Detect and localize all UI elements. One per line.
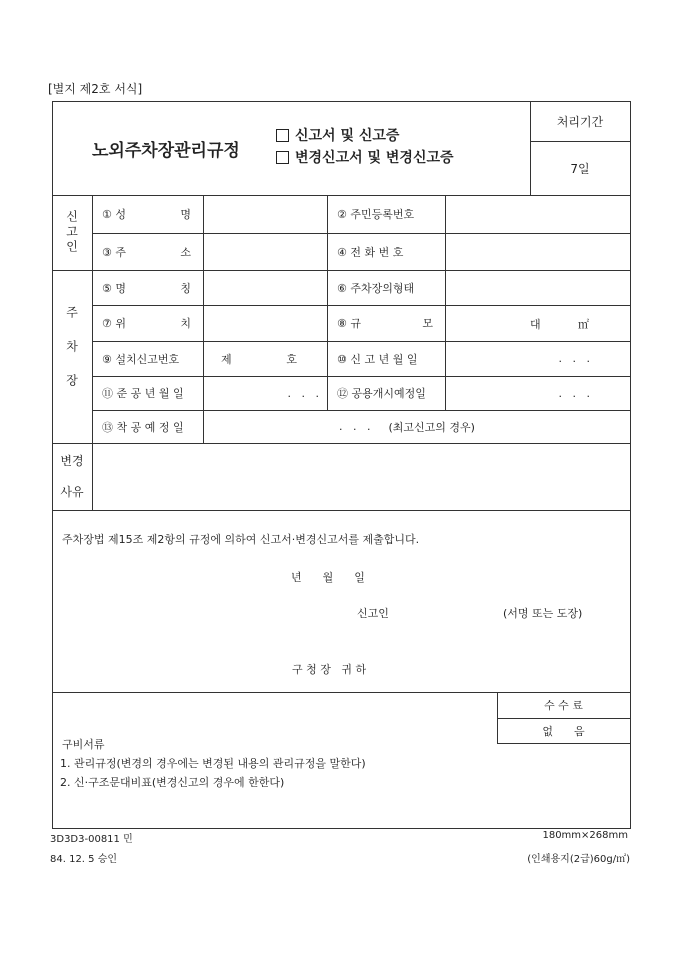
form-title: 노외주차장관리규정 [92, 141, 240, 161]
declaration-date: 년 월 일 [291, 571, 365, 584]
location-field[interactable] [204, 306, 326, 340]
signer-label: 신고인 [357, 607, 389, 620]
applicant-section-label: 신고인 [64, 210, 79, 255]
completion-date-label: ⑪ 준 공 년 월 일 [102, 387, 184, 400]
open-date-field[interactable]: . . . [558, 386, 590, 400]
unit-area: ㎡ [578, 318, 589, 331]
resident-no-label: ② 주민등록번호 [337, 208, 415, 221]
checkbox-icon[interactable] [276, 129, 289, 142]
parking-type-label: ⑥ 주차장의형태 [337, 281, 415, 295]
parking-name-field[interactable] [204, 271, 326, 304]
open-date-label: ⑫ 공용개시예정일 [337, 387, 426, 400]
unit-cars: 대 [530, 318, 541, 331]
option-change-report-label: 변경신고서 및 변경신고증 [295, 150, 454, 166]
form-number: 3D3D3-00811 민 [50, 834, 133, 845]
parking-type-field[interactable] [446, 271, 629, 304]
phone-field[interactable] [446, 234, 629, 269]
paper-size: 180mm×268mm [542, 830, 628, 841]
scale-field[interactable] [446, 305, 630, 341]
start-date-field[interactable] [203, 410, 630, 443]
addressee: 구 청 장 귀 하 [292, 663, 367, 676]
install-no-label: ⑨ 설치신고번호 [102, 352, 180, 366]
checkbox-icon[interactable] [276, 151, 289, 164]
address-label: ③ 주 소 [102, 245, 191, 259]
address-field[interactable] [204, 234, 326, 269]
name-field[interactable] [204, 196, 326, 232]
start-date-value: . . . [339, 420, 371, 433]
report-date-field[interactable]: . . . [558, 352, 590, 365]
install-no-field[interactable]: 제 호 [221, 352, 297, 366]
completion-date-field[interactable]: . . . [287, 386, 319, 400]
processing-period-value: 7일 [570, 161, 590, 176]
declaration-text: 주차장법 제15조 제2항의 규정에 의하여 신고서·변경신고서를 제출합니다. [62, 533, 420, 546]
resident-no-field[interactable] [446, 196, 629, 232]
option-change-report[interactable] [276, 147, 454, 167]
fee-label: 수 수 료 [544, 699, 583, 712]
parking-name-label: ⑤ 명 칭 [102, 281, 191, 295]
sign-note: (서명 또는 도장) [503, 607, 583, 620]
processing-period-label: 처리기간 [556, 114, 604, 129]
form-header-note: [별지 제2호 서식] [48, 82, 143, 96]
phone-label: ④ 전 화 번 호 [337, 245, 404, 259]
option-report[interactable] [276, 125, 399, 145]
documents-item: 2. 신·구조문대비표(변경신고의 경우에 한한다) [60, 776, 285, 789]
option-report-label: 신고서 및 신고증 [295, 128, 400, 144]
fee-value: 없 음 [542, 724, 585, 738]
name-label: ① 성 명 [102, 208, 191, 221]
report-date-label: ⑩ 신 고 년 월 일 [337, 352, 418, 366]
documents-item: 1. 관리규정(변경의 경우에는 변경된 내용의 관리규정을 말한다) [60, 757, 366, 770]
scale-label: ⑧ 규 모 [337, 317, 433, 330]
location-label: ⑦ 위 치 [102, 317, 191, 330]
parking-section-label: 주차장 [64, 305, 79, 408]
start-date-note: (최고신고의 경우) [388, 420, 475, 434]
change-reason-label: 변경 사유 [60, 454, 84, 499]
change-reason-field[interactable] [93, 444, 629, 509]
start-date-label: ⑬ 착 공 예 정 일 [102, 420, 184, 434]
approval-date: 84. 12. 5 승인 [50, 854, 118, 865]
documents-title: 구비서류 [62, 738, 105, 751]
paper-spec: (인쇄용지(2급)60g/㎡) [527, 854, 630, 865]
